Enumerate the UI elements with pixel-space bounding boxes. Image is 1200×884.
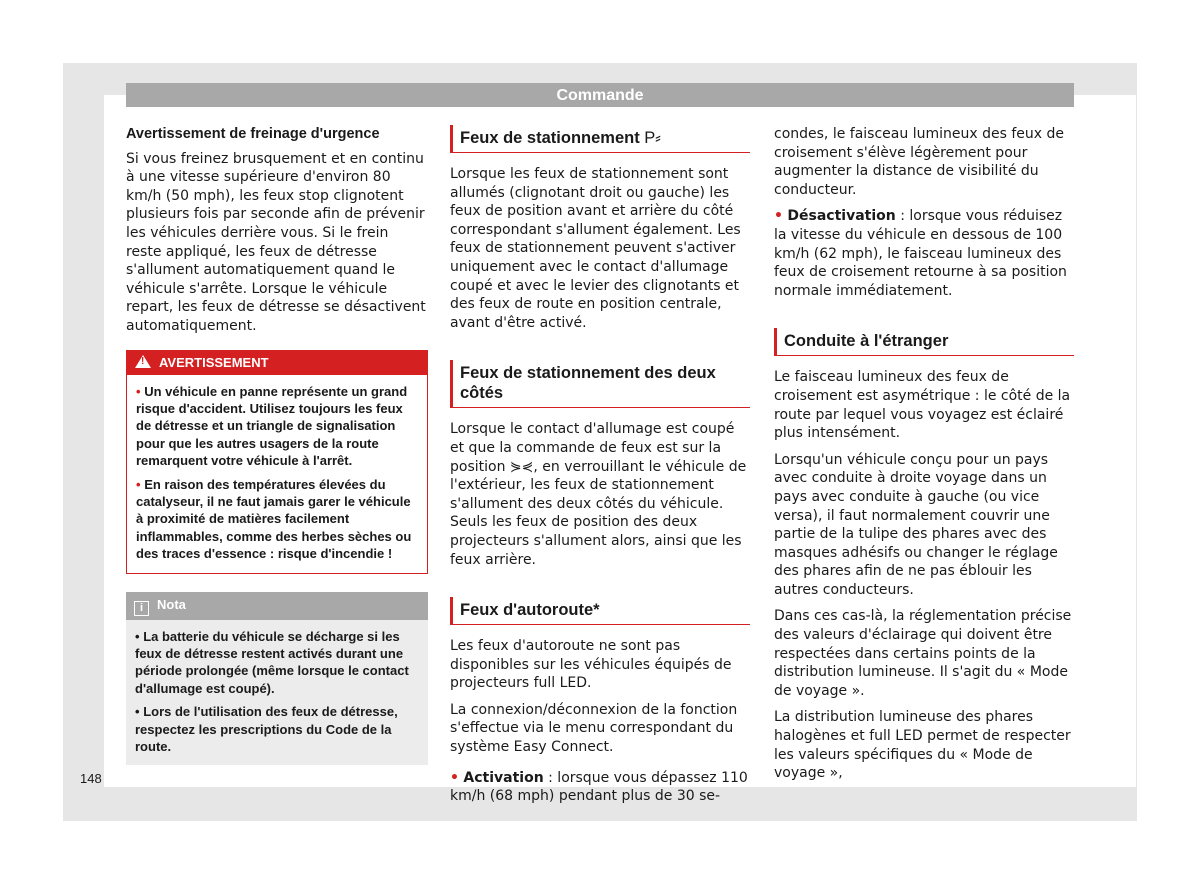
section-title-parking-both-sides: Feux de stationnement des deux côtés bbox=[450, 360, 750, 408]
chapter-header bbox=[126, 83, 1074, 107]
activation-item: • Activation : lorsque vous dépassez 110 km/h (68 mph) pendant plus de 30 se- bbox=[450, 769, 748, 805]
note-box bbox=[126, 592, 428, 766]
note-header bbox=[126, 592, 428, 620]
chapter-title: Commande bbox=[556, 87, 644, 104]
section-title-parking-lights: Feux de stationnement P⸗ bbox=[450, 125, 750, 153]
column-middle bbox=[450, 125, 750, 814]
note-item: • La batterie du véhicule se décharge si les feux de détresse restent activés durant une période prolongée (même lorsque le contact d'allumage est coupé). bbox=[135, 628, 409, 696]
paragraph-abroad-4: La distribution lumineuse des phares halogènes et full LED permet de respecter les valeurs spécifiques du « Mode de voyage », bbox=[774, 709, 1071, 782]
paragraph-abroad-1: Le faisceau lumineux des feux de croisement est asymétrique : le côté de la route par lequel vous voyagez est éclairé plus intensément. bbox=[774, 369, 1071, 442]
warning-header bbox=[127, 351, 427, 375]
deactivation-item: • Désactivation : lorsque vous réduisez la vitesse du véhicule en dessous de 100 km/h (62 mph), le faisceau lumineux des feux de croisement retourne à sa position normale immédiatement. bbox=[774, 208, 1067, 299]
light-position-icon: ⋟⋞ bbox=[509, 458, 534, 475]
warning-title: AVERTISSEMENT bbox=[159, 354, 269, 370]
warning-item: • Un véhicule en panne représente un grand risque d'accident. Utilisez toujours les feux de détresse et un triangle de signalisation pour que les autres usagers de la route remarquent votre véhicule à l'arrêt. bbox=[136, 383, 408, 469]
bullet-icon: • bbox=[136, 383, 141, 399]
paragraph-highway-lights-2: La connexion/déconnexion de la fonction s'effectue via le menu correspondant du système Easy Connect. bbox=[450, 701, 738, 756]
bullet-icon: • bbox=[135, 628, 140, 644]
section-title-highway-lights: Feux d'autoroute* bbox=[450, 597, 750, 625]
paragraph-highway-lights-1: Les feux d'autoroute ne sont pas disponibles sur les véhicules équipés de projecteurs full LED. bbox=[450, 638, 732, 692]
info-icon: i bbox=[134, 601, 149, 616]
column-right bbox=[774, 125, 1074, 791]
section-title-driving-abroad: Conduite à l'étranger bbox=[774, 328, 1074, 356]
page-number: 148 bbox=[80, 771, 102, 786]
paragraph-abroad-2: Lorsqu'un véhicule conçu pour un pays avec conduite à droite voyage dans un pays avec conduite à gauche (ou vice versa), il faut normalement couvrir une partie de la tulipe des phares avec des masques adhésifs ou changer le réglage des phares afin de ne pas éblouir les autres conducteurs. bbox=[774, 451, 1058, 598]
note-title: Nota bbox=[157, 596, 186, 612]
bullet-icon: • bbox=[774, 208, 783, 225]
warning-item: • En raison des températures élevées du catalyseur, il ne faut jamais garer le véhicule à proximité de matières facilement inflammables, comme des herbes sèches ou des traces d'essence : risque d'incendie ! bbox=[136, 476, 412, 562]
subheading-emergency-braking: Avertissement de freinage d'urgence bbox=[126, 126, 380, 142]
bullet-icon: • bbox=[136, 476, 141, 492]
bullet-icon: • bbox=[135, 704, 140, 720]
paragraph-continued: condes, le faisceau lumineux des feux de croisement s'élève légèrement pour augmenter la distance de visibilité du conducteur. bbox=[774, 126, 1064, 198]
note-body bbox=[126, 620, 428, 766]
paragraph-parking-both-sides: Lorsque le contact d'allumage est coupé et que la commande de feux est sur la position ⋟⋞, en verrouillant le véhicule de l'extérieur, les feux de stationnement s'allument des deux côtés du véhicule. Seuls les feux de position des deux projecteurs s'allument alors, ainsi que les feux arrière. bbox=[450, 421, 747, 568]
warning-triangle-icon bbox=[135, 355, 151, 368]
parking-light-icon: P⸗ bbox=[644, 129, 661, 147]
column-left bbox=[126, 125, 428, 765]
paragraph-parking-lights: Lorsque les feux de stationnement sont allumés (clignotant droit ou gauche) les feux de position avant et arrière du côté correspondant s'allument également. Les feux de stationnement peuvent s'activer uniquement avec le contact d'allumage coupé et avec le levier des clignotants et des feux de route en position centrale, avant d'être activé. bbox=[450, 166, 741, 331]
note-item: • Lors de l'utilisation des feux de détresse, respectez les prescriptions du Code de la route. bbox=[135, 704, 398, 755]
paragraph-abroad-3: Dans ces cas-là, la réglementation précise des valeurs d'éclairage qui doivent être respectées dans certains points de la distribution lumineuse. Il s'agit du « Mode de voyage ». bbox=[774, 608, 1072, 699]
warning-body bbox=[127, 375, 427, 573]
bullet-icon: • bbox=[450, 769, 459, 786]
warning-box bbox=[126, 350, 428, 574]
paragraph-emergency-braking: Si vous freinez brusquement et en continu à une vitesse supérieure d'environ 80 km/h (50 mph), les feux stop clignotent plusieurs fois par seconde afin de prévenir les véhicules derrière vous. Si le frein reste appliqué, les feux de détresse s'allument automatiquement quand le véhicule s'arrête. Lorsque le véhicule repart, les feux de détresse se désactivent automatiquement. bbox=[126, 150, 426, 334]
